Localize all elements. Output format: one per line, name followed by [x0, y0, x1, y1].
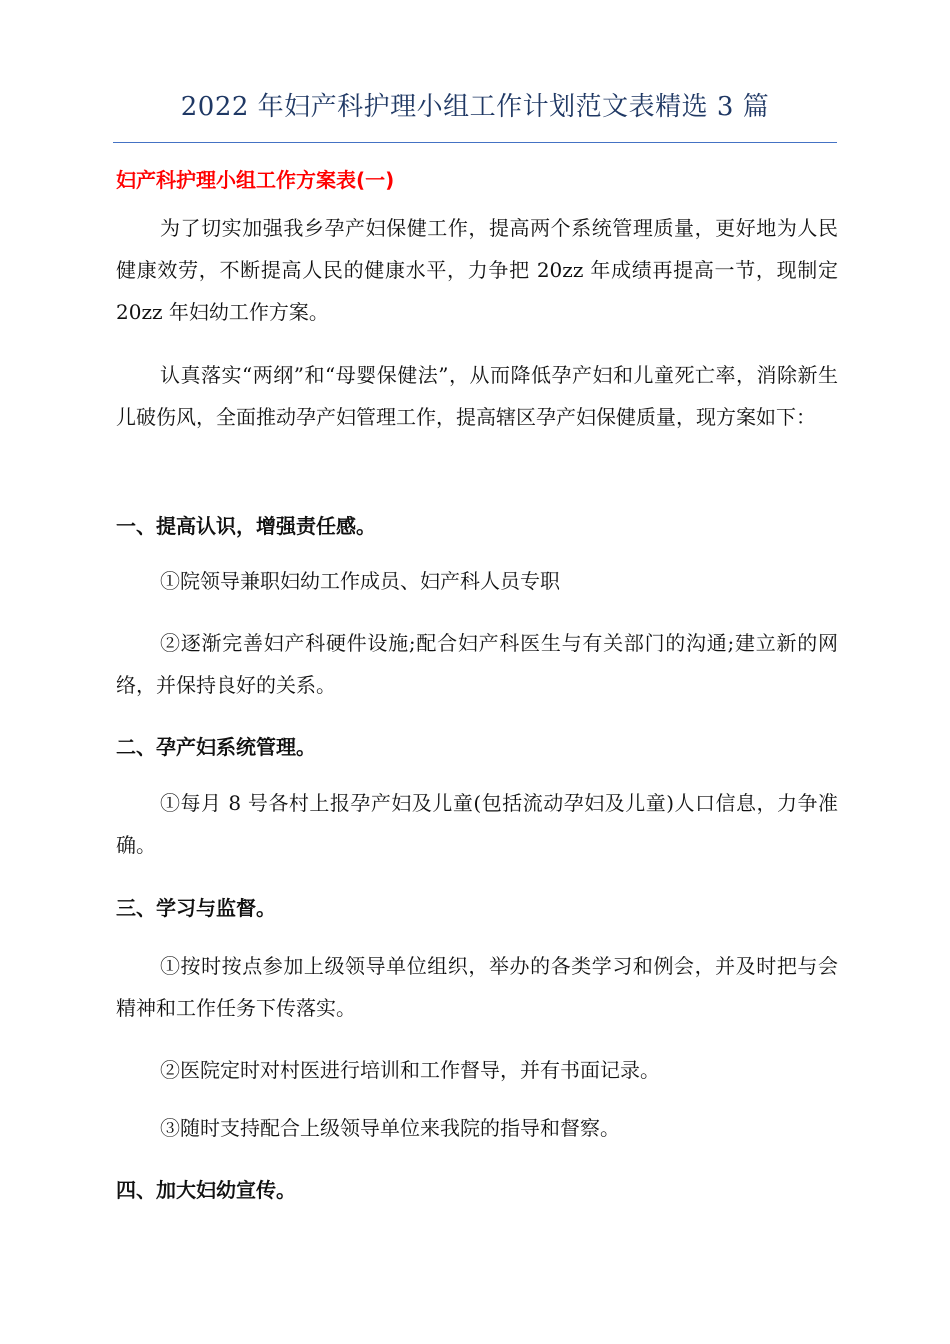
intro-paragraph-2: 认真落实“两纲”和“母婴保健法”，从而降低孕产妇和儿童死亡率，消除新生儿破伤风，全面推动孕产妇管理工作，提高辖区孕产妇保健质量，现方案如下： [116, 363, 838, 429]
subsection-heading-3: 三、学习与监督。 [116, 896, 276, 920]
subsection-1-item-1: ①院领导兼职妇幼工作成员、妇产科人员专职 [160, 569, 560, 593]
subsection-1-item-2: ②逐渐完善妇产科硬件设施;配合妇产科医生与有关部门的沟通;建立新的网络，并保持良好的关系。 [116, 631, 838, 697]
subsection-3-item-2: ②医院定时对村医进行培训和工作督导，并有书面记录。 [160, 1058, 660, 1082]
subsection-3-item-3: ③随时支持配合上级领导单位来我院的指导和督察。 [160, 1116, 620, 1140]
intro-paragraph-1: 为了切实加强我乡孕产妇保健工作，提高两个系统管理质量，更好地为人民健康效劳，不断提高人民的健康水平，力争把 20zz 年成绩再提高一节，现制定 20zz 年妇幼工作方案。 [116, 216, 838, 324]
subsection-heading-1: 一、提高认识，增强责任感。 [116, 514, 376, 538]
document-title: 2022 年妇产科护理小组工作计划范文表精选 3 篇 [180, 92, 770, 122]
subsection-2-item-1: ①每月 8 号各村上报孕产妇及儿童(包括流动孕妇及儿童)人口信息，力争准确。 [116, 791, 838, 857]
subsection-3-item-1: ①按时按点参加上级领导单位组织，举办的各类学习和例会，并及时把与会精神和工作任务下传落实。 [116, 954, 838, 1020]
subsection-heading-2: 二、孕产妇系统管理。 [116, 735, 316, 759]
subsection-heading-4: 四、加大妇幼宣传。 [116, 1178, 296, 1202]
title-divider [113, 142, 837, 143]
section-heading: 妇产科护理小组工作方案表(一) [116, 168, 395, 192]
